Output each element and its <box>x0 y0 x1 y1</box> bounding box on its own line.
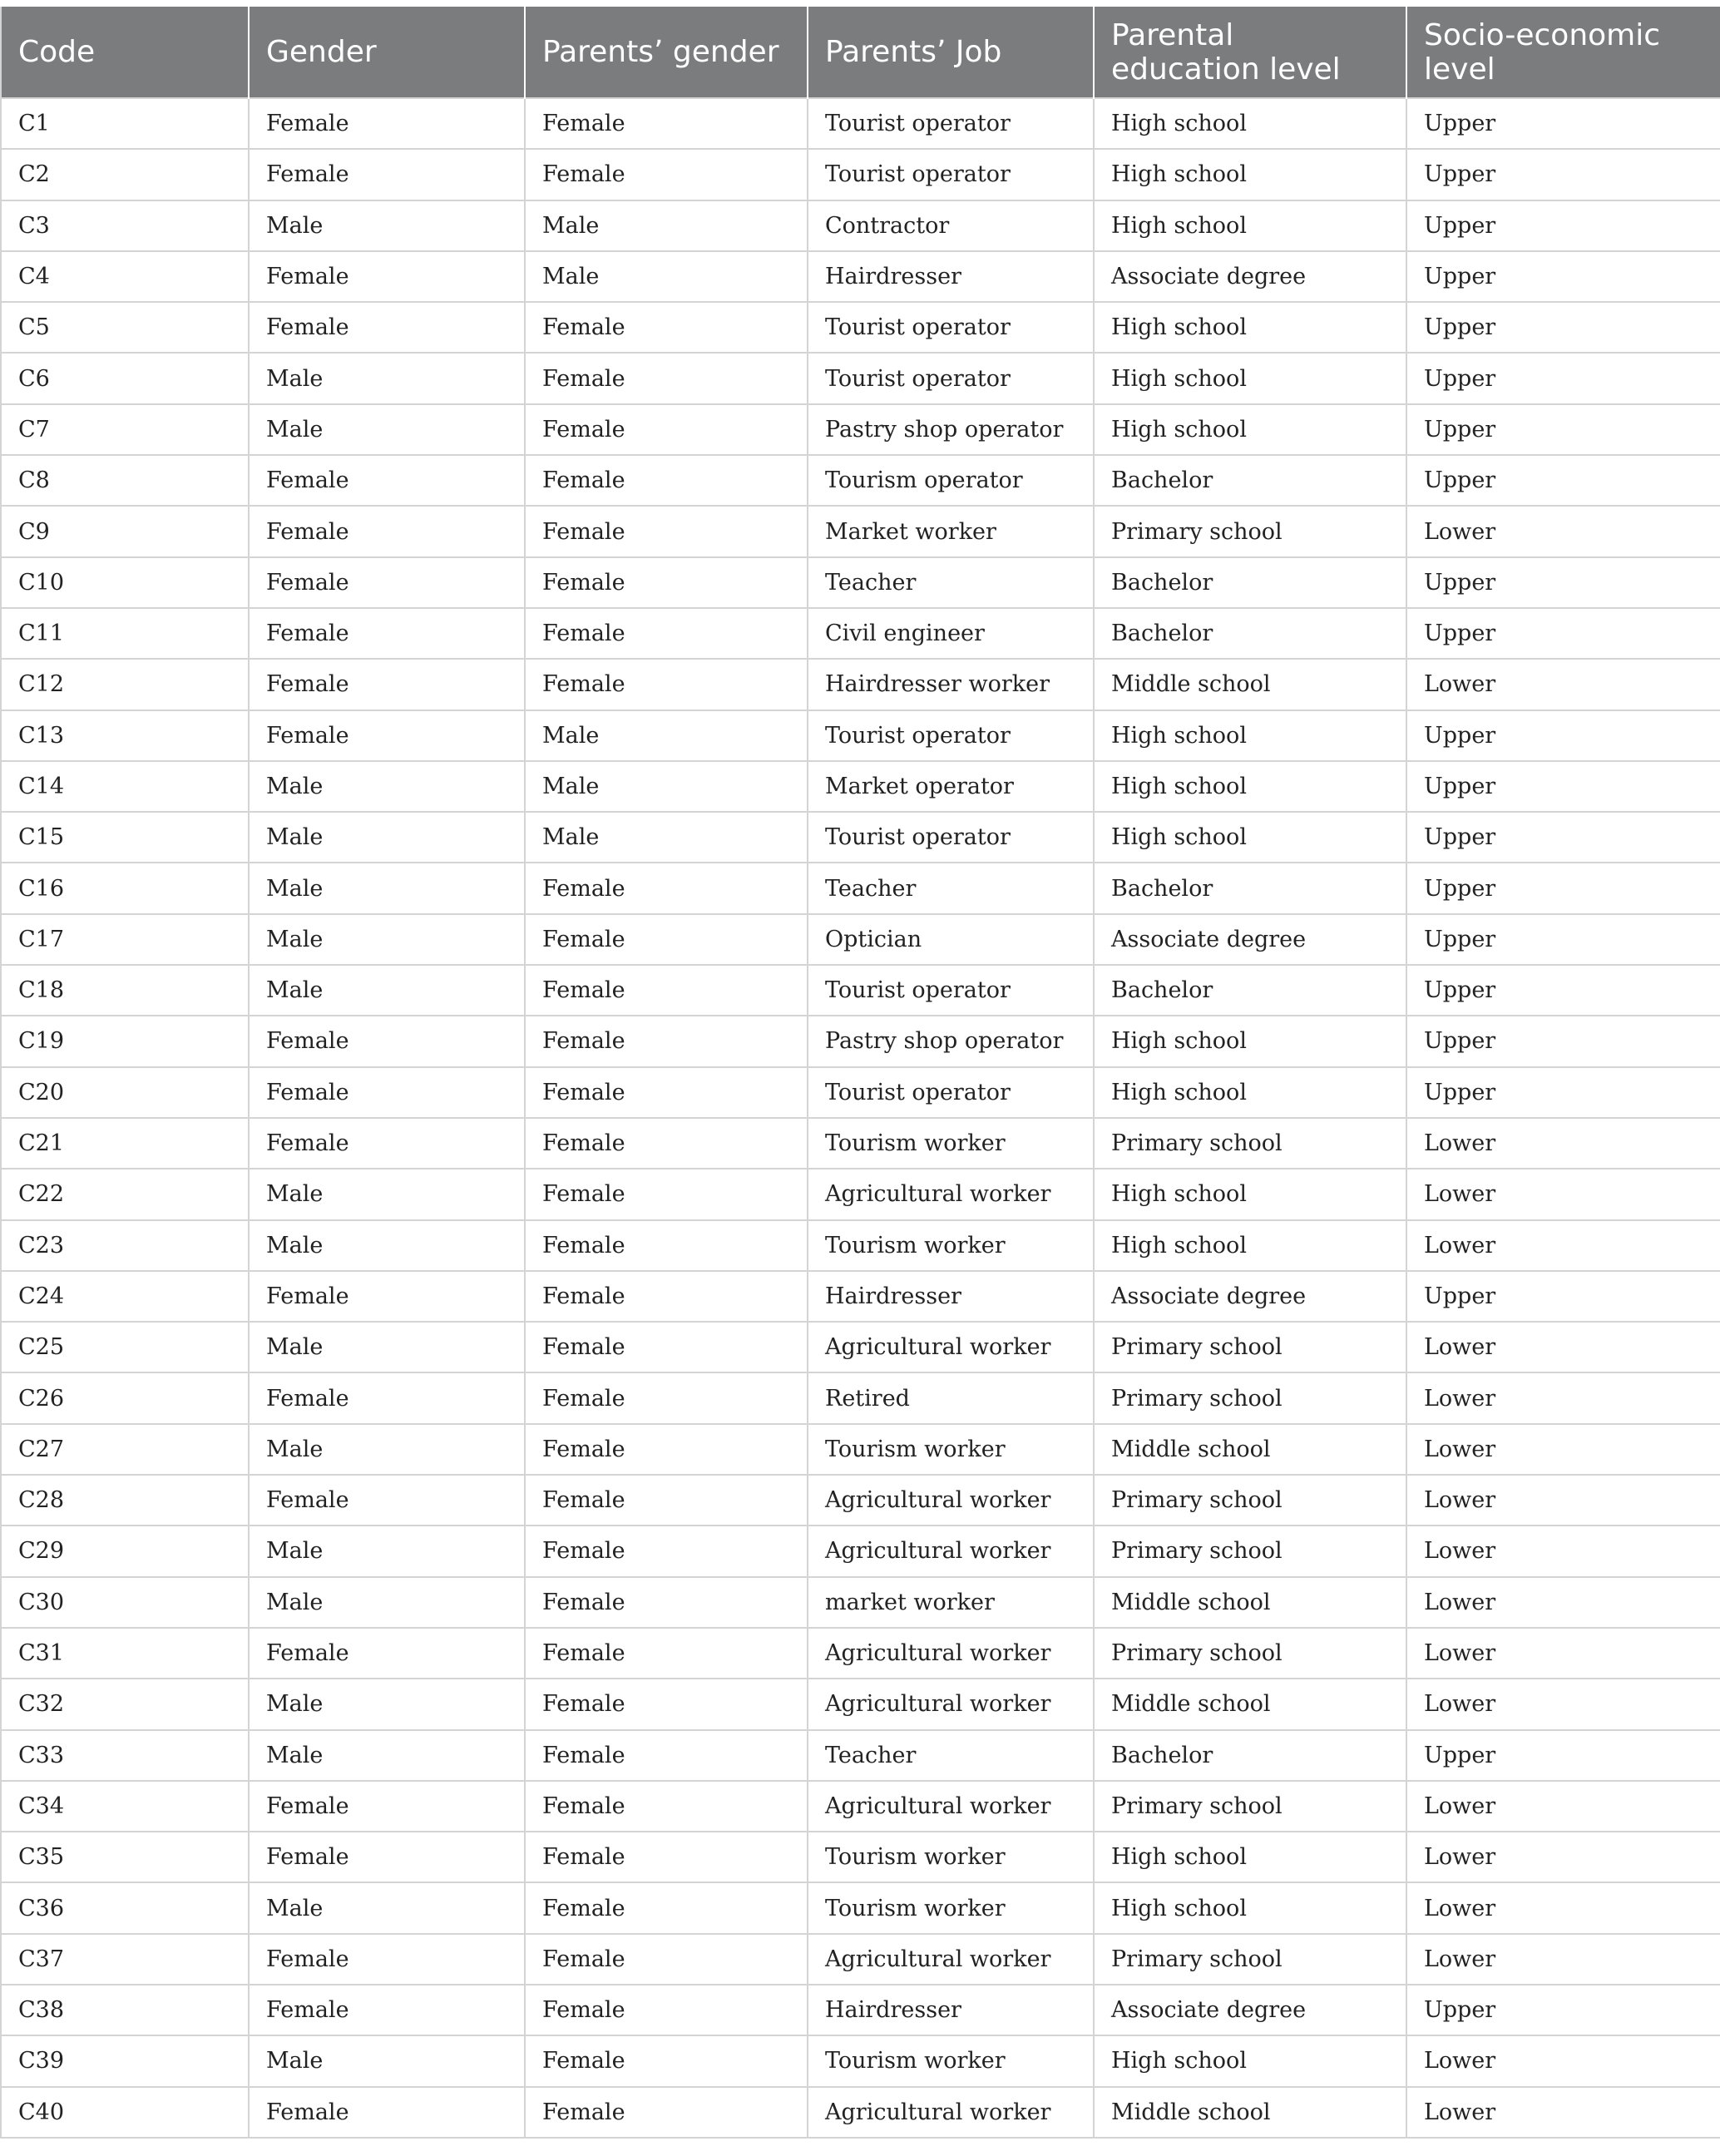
socio-economic-cell: Lower <box>1406 1882 1720 1933</box>
code-cell: C34 <box>1 1781 249 1832</box>
code-cell: C31 <box>1 1628 249 1679</box>
parents-job-cell: market worker <box>808 1577 1094 1628</box>
parental-education-cell: Bachelor <box>1094 455 1406 506</box>
parental-education-cell: High school <box>1094 812 1406 863</box>
parental-education-cell: High school <box>1094 1067 1406 1118</box>
parents-gender-cell: Male <box>525 251 808 302</box>
code-cell: C11 <box>1 608 249 659</box>
code-cell: C37 <box>1 1934 249 1985</box>
gender-cell: Female <box>249 251 525 302</box>
code-cell: C7 <box>1 404 249 455</box>
code-cell: C33 <box>1 1730 249 1781</box>
parents-gender-cell: Female <box>525 608 808 659</box>
table-row <box>1 914 1720 965</box>
table-row <box>1 1730 1720 1781</box>
parents-gender-cell: Male <box>525 710 808 761</box>
parental-education-cell: Primary school <box>1094 1322 1406 1372</box>
parental-education-cell: High school <box>1094 302 1406 353</box>
gender-cell: Female <box>249 659 525 710</box>
table-row <box>1 812 1720 863</box>
socio-economic-cell: Lower <box>1406 1781 1720 1832</box>
parents-gender-cell: Female <box>525 353 808 403</box>
table-row <box>1 608 1720 659</box>
parents-job-cell: Agricultural worker <box>808 1475 1094 1526</box>
gender-cell: Female <box>249 506 525 556</box>
socio-economic-cell: Upper <box>1406 914 1720 965</box>
socio-economic-cell: Upper <box>1406 200 1720 251</box>
parents-job-cell: Tourist operator <box>808 98 1094 149</box>
parental-education-cell: Primary school <box>1094 1781 1406 1832</box>
parents-job-cell: Tourist operator <box>808 302 1094 353</box>
table-row <box>1 1016 1720 1066</box>
code-cell: C6 <box>1 353 249 403</box>
gender-cell: Female <box>249 1271 525 1322</box>
socio-economic-cell: Lower <box>1406 659 1720 710</box>
parents-job-cell: Market operator <box>808 761 1094 812</box>
header-parents-gender: Parents’ gender <box>525 7 808 98</box>
code-cell: C22 <box>1 1169 249 1219</box>
parental-education-cell: Middle school <box>1094 1577 1406 1628</box>
table-row <box>1 98 1720 149</box>
parental-education-cell: Primary school <box>1094 506 1406 556</box>
socio-economic-cell: Lower <box>1406 1322 1720 1372</box>
parental-education-cell: Bachelor <box>1094 965 1406 1016</box>
socio-economic-cell: Upper <box>1406 1067 1720 1118</box>
table-body <box>1 98 1720 2138</box>
gender-cell: Female <box>249 1475 525 1526</box>
socio-economic-cell: Lower <box>1406 1169 1720 1219</box>
code-cell: C39 <box>1 2035 249 2086</box>
table-row <box>1 2035 1720 2086</box>
header-socio-economic-level: Socio-economic level <box>1424 17 1661 87</box>
table-row <box>1 1067 1720 1118</box>
socio-economic-cell: Upper <box>1406 1271 1720 1322</box>
parents-job-cell: Hairdresser <box>808 1271 1094 1322</box>
code-cell: C20 <box>1 1067 249 1118</box>
table-row <box>1 1934 1720 1985</box>
parental-education-cell: High school <box>1094 1220 1406 1271</box>
gender-cell: Male <box>249 1220 525 1271</box>
socio-economic-cell: Lower <box>1406 1424 1720 1475</box>
socio-economic-cell: Upper <box>1406 1016 1720 1066</box>
parents-job-cell: Teacher <box>808 1730 1094 1781</box>
parental-education-cell: Bachelor <box>1094 863 1406 913</box>
parents-job-cell: Tourist operator <box>808 710 1094 761</box>
code-cell: C30 <box>1 1577 249 1628</box>
gender-cell: Female <box>249 1985 525 2035</box>
code-cell: C1 <box>1 98 249 149</box>
socio-economic-cell: Upper <box>1406 965 1720 1016</box>
parents-gender-cell: Female <box>525 1934 808 1985</box>
parents-gender-cell: Female <box>525 149 808 200</box>
socio-economic-cell: Lower <box>1406 1628 1720 1679</box>
gender-cell: Male <box>249 1730 525 1781</box>
gender-cell: Male <box>249 761 525 812</box>
socio-economic-cell: Upper <box>1406 302 1720 353</box>
socio-economic-cell: Upper <box>1406 761 1720 812</box>
table-row <box>1 1628 1720 1679</box>
gender-cell: Male <box>249 1577 525 1628</box>
gender-cell: Female <box>249 1016 525 1066</box>
socio-economic-cell: Lower <box>1406 1526 1720 1576</box>
socio-economic-cell: Upper <box>1406 557 1720 608</box>
table-row <box>1 710 1720 761</box>
socio-economic-cell: Lower <box>1406 1475 1720 1526</box>
parental-education-cell: Middle school <box>1094 1679 1406 1729</box>
socio-economic-cell: Lower <box>1406 2087 1720 2138</box>
gender-cell: Female <box>249 1934 525 1985</box>
parents-job-cell: Tourist operator <box>808 965 1094 1016</box>
parents-job-cell: Tourist operator <box>808 149 1094 200</box>
parental-education-cell: Middle school <box>1094 2087 1406 2138</box>
parents-gender-cell: Female <box>525 914 808 965</box>
table-row <box>1 1985 1720 2035</box>
parents-gender-cell: Female <box>525 1730 808 1781</box>
parents-job-cell: Tourism worker <box>808 1220 1094 1271</box>
code-cell: C13 <box>1 710 249 761</box>
code-cell: C10 <box>1 557 249 608</box>
code-cell: C12 <box>1 659 249 710</box>
gender-cell: Male <box>249 863 525 913</box>
parents-job-cell: Agricultural worker <box>808 1934 1094 1985</box>
gender-cell: Male <box>249 2035 525 2086</box>
table-row <box>1 200 1720 251</box>
code-cell: C9 <box>1 506 249 556</box>
parents-gender-cell: Female <box>525 98 808 149</box>
code-cell: C19 <box>1 1016 249 1066</box>
table-row <box>1 1679 1720 1729</box>
parents-gender-cell: Male <box>525 200 808 251</box>
parents-gender-cell: Female <box>525 1526 808 1576</box>
parental-education-cell: Associate degree <box>1094 1985 1406 2035</box>
table-row <box>1 251 1720 302</box>
table-row <box>1 1220 1720 1271</box>
socio-economic-cell: Upper <box>1406 149 1720 200</box>
parental-education-cell: Primary school <box>1094 1934 1406 1985</box>
parents-job-cell: Agricultural worker <box>808 2087 1094 2138</box>
gender-cell: Male <box>249 1169 525 1219</box>
code-cell: C3 <box>1 200 249 251</box>
table-row <box>1 149 1720 200</box>
parental-education-cell: Middle school <box>1094 1424 1406 1475</box>
parents-gender-cell: Female <box>525 455 808 506</box>
parents-job-cell: Agricultural worker <box>808 1169 1094 1219</box>
parental-education-cell: Primary school <box>1094 1372 1406 1423</box>
table-row <box>1 1577 1720 1628</box>
parents-gender-cell: Female <box>525 1016 808 1066</box>
gender-cell: Female <box>249 1832 525 1882</box>
socio-economic-cell: Lower <box>1406 1934 1720 1985</box>
parents-job-cell: Agricultural worker <box>808 1526 1094 1576</box>
gender-cell: Female <box>249 2087 525 2138</box>
table-row <box>1 1372 1720 1423</box>
gender-cell: Female <box>249 1372 525 1423</box>
parents-gender-cell: Male <box>525 761 808 812</box>
parents-job-cell: Hairdresser worker <box>808 659 1094 710</box>
code-cell: C27 <box>1 1424 249 1475</box>
table-row <box>1 1526 1720 1576</box>
socio-economic-cell: Upper <box>1406 1985 1720 2035</box>
socio-economic-cell: Lower <box>1406 1577 1720 1628</box>
parents-gender-cell: Female <box>525 302 808 353</box>
gender-cell: Female <box>249 149 525 200</box>
gender-cell: Male <box>249 1322 525 1372</box>
parental-education-cell: Bachelor <box>1094 608 1406 659</box>
parental-education-cell: High school <box>1094 200 1406 251</box>
socio-economic-cell: Lower <box>1406 1679 1720 1729</box>
code-cell: C26 <box>1 1372 249 1423</box>
code-cell: C24 <box>1 1271 249 1322</box>
parents-gender-cell: Female <box>525 1067 808 1118</box>
table-row <box>1 1424 1720 1475</box>
parents-gender-cell: Female <box>525 1322 808 1372</box>
socio-economic-cell: Lower <box>1406 2035 1720 2086</box>
code-cell: C18 <box>1 965 249 1016</box>
gender-cell: Female <box>249 608 525 659</box>
code-cell: C32 <box>1 1679 249 1729</box>
code-cell: C40 <box>1 2087 249 2138</box>
parents-gender-cell: Female <box>525 404 808 455</box>
socio-economic-cell: Upper <box>1406 404 1720 455</box>
parental-education-cell: High school <box>1094 1882 1406 1933</box>
parents-job-cell: Teacher <box>808 863 1094 913</box>
parents-gender-cell: Female <box>525 659 808 710</box>
table-header <box>1 7 1720 98</box>
parents-gender-cell: Female <box>525 557 808 608</box>
table-row <box>1 2087 1720 2138</box>
parents-gender-cell: Female <box>525 1577 808 1628</box>
parental-education-cell: High school <box>1094 2035 1406 2086</box>
parents-gender-cell: Female <box>525 1424 808 1475</box>
gender-cell: Female <box>249 710 525 761</box>
parental-education-cell: Associate degree <box>1094 914 1406 965</box>
parents-gender-cell: Female <box>525 965 808 1016</box>
parents-job-cell: Civil engineer <box>808 608 1094 659</box>
table-row <box>1 506 1720 556</box>
code-cell: C38 <box>1 1985 249 2035</box>
table-row <box>1 1882 1720 1933</box>
code-cell: C15 <box>1 812 249 863</box>
parents-job-cell: Teacher <box>808 557 1094 608</box>
code-cell: C4 <box>1 251 249 302</box>
parents-job-cell: Tourism worker <box>808 1424 1094 1475</box>
socio-economic-cell: Upper <box>1406 98 1720 149</box>
header-parents-job: Parents’ Job <box>808 7 1094 98</box>
code-cell: C36 <box>1 1882 249 1933</box>
parents-job-cell: Retired <box>808 1372 1094 1423</box>
gender-cell: Female <box>249 455 525 506</box>
parents-gender-cell: Female <box>525 1475 808 1526</box>
parents-gender-cell: Female <box>525 863 808 913</box>
socio-economic-cell: Upper <box>1406 863 1720 913</box>
table-row <box>1 761 1720 812</box>
parents-job-cell: Tourism operator <box>808 455 1094 506</box>
parents-job-cell: Tourism worker <box>808 1882 1094 1933</box>
parental-education-cell: Associate degree <box>1094 1271 1406 1322</box>
parental-education-cell: Bachelor <box>1094 1730 1406 1781</box>
parents-gender-cell: Female <box>525 1679 808 1729</box>
parents-job-cell: Hairdresser <box>808 251 1094 302</box>
table-row <box>1 455 1720 506</box>
table-row <box>1 1169 1720 1219</box>
header-parental-education-level: Parental education level <box>1094 7 1406 98</box>
code-cell: C25 <box>1 1322 249 1372</box>
parental-education-cell: Primary school <box>1094 1118 1406 1169</box>
parental-education-cell: Primary school <box>1094 1628 1406 1679</box>
parental-education-cell: Primary school <box>1094 1526 1406 1576</box>
socio-economic-cell: Lower <box>1406 506 1720 556</box>
gender-cell: Male <box>249 1882 525 1933</box>
socio-economic-cell: Upper <box>1406 608 1720 659</box>
gender-cell: Female <box>249 1118 525 1169</box>
code-cell: C28 <box>1 1475 249 1526</box>
parents-job-cell: Tourism worker <box>808 1118 1094 1169</box>
table-row <box>1 404 1720 455</box>
parental-education-cell: High school <box>1094 1169 1406 1219</box>
parents-gender-cell: Female <box>525 1220 808 1271</box>
socio-economic-cell: Lower <box>1406 1220 1720 1271</box>
gender-cell: Male <box>249 1424 525 1475</box>
socio-economic-cell: Upper <box>1406 1730 1720 1781</box>
socio-economic-cell: Lower <box>1406 1372 1720 1423</box>
parents-job-cell: Tourist operator <box>808 353 1094 403</box>
participants-table <box>0 7 1720 2139</box>
gender-cell: Male <box>249 404 525 455</box>
table-row <box>1 1322 1720 1372</box>
gender-cell: Female <box>249 1781 525 1832</box>
gender-cell: Male <box>249 914 525 965</box>
table-row <box>1 1475 1720 1526</box>
parents-job-cell: Tourism worker <box>808 2035 1094 2086</box>
code-cell: C29 <box>1 1526 249 1576</box>
parents-gender-cell: Female <box>525 1372 808 1423</box>
parents-gender-cell: Female <box>525 1169 808 1219</box>
table-row <box>1 1832 1720 1882</box>
gender-cell: Male <box>249 200 525 251</box>
code-cell: C23 <box>1 1220 249 1271</box>
parents-gender-cell: Female <box>525 2035 808 2086</box>
parents-job-cell: Hairdresser <box>808 1985 1094 2035</box>
parents-job-cell: Tourist operator <box>808 1067 1094 1118</box>
parents-gender-cell: Male <box>525 812 808 863</box>
parental-education-cell: High school <box>1094 353 1406 403</box>
header-code: Code <box>1 7 249 98</box>
table-row <box>1 659 1720 710</box>
parents-job-cell: Pastry shop operator <box>808 404 1094 455</box>
parents-job-cell: Market worker <box>808 506 1094 556</box>
table-row <box>1 1271 1720 1322</box>
parental-education-cell: High school <box>1094 710 1406 761</box>
parents-gender-cell: Female <box>525 1781 808 1832</box>
code-cell: C2 <box>1 149 249 200</box>
code-cell: C5 <box>1 302 249 353</box>
parents-job-cell: Pastry shop operator <box>808 1016 1094 1066</box>
header-gender: Gender <box>249 7 525 98</box>
parents-job-cell: Agricultural worker <box>808 1628 1094 1679</box>
code-cell: C21 <box>1 1118 249 1169</box>
parents-gender-cell: Female <box>525 1985 808 2035</box>
code-cell: C35 <box>1 1832 249 1882</box>
code-cell: C14 <box>1 761 249 812</box>
parents-job-cell: Contractor <box>808 200 1094 251</box>
parents-gender-cell: Female <box>525 2087 808 2138</box>
parental-education-cell: Primary school <box>1094 1475 1406 1526</box>
table-row <box>1 353 1720 403</box>
table-row <box>1 302 1720 353</box>
gender-cell: Female <box>249 302 525 353</box>
parental-education-cell: High school <box>1094 761 1406 812</box>
socio-economic-cell: Upper <box>1406 812 1720 863</box>
table-row <box>1 1781 1720 1832</box>
socio-economic-cell: Lower <box>1406 1118 1720 1169</box>
parents-job-cell: Agricultural worker <box>808 1679 1094 1729</box>
table-row <box>1 965 1720 1016</box>
header-row <box>1 7 1720 98</box>
table-row <box>1 1118 1720 1169</box>
parents-gender-cell: Female <box>525 1271 808 1322</box>
code-cell: C16 <box>1 863 249 913</box>
socio-economic-cell: Upper <box>1406 251 1720 302</box>
parental-education-cell: Associate degree <box>1094 251 1406 302</box>
parents-gender-cell: Female <box>525 1832 808 1882</box>
parents-gender-cell: Female <box>525 1628 808 1679</box>
parents-gender-cell: Female <box>525 506 808 556</box>
parental-education-cell: High school <box>1094 1016 1406 1066</box>
gender-cell: Male <box>249 1526 525 1576</box>
gender-cell: Male <box>249 812 525 863</box>
code-cell: C17 <box>1 914 249 965</box>
parents-job-cell: Tourism worker <box>808 1832 1094 1882</box>
socio-economic-cell: Lower <box>1406 1832 1720 1882</box>
gender-cell: Female <box>249 1067 525 1118</box>
gender-cell: Female <box>249 98 525 149</box>
gender-cell: Male <box>249 965 525 1016</box>
parents-gender-cell: Female <box>525 1118 808 1169</box>
parents-gender-cell: Female <box>525 1882 808 1933</box>
parents-job-cell: Tourist operator <box>808 812 1094 863</box>
parental-education-cell: High school <box>1094 98 1406 149</box>
parental-education-cell: Bachelor <box>1094 557 1406 608</box>
gender-cell: Male <box>249 1679 525 1729</box>
socio-economic-cell: Upper <box>1406 710 1720 761</box>
parents-job-cell: Agricultural worker <box>808 1322 1094 1372</box>
parental-education-cell: High school <box>1094 404 1406 455</box>
socio-economic-cell: Upper <box>1406 455 1720 506</box>
gender-cell: Female <box>249 557 525 608</box>
socio-economic-cell: Upper <box>1406 353 1720 403</box>
parental-education-cell: Middle school <box>1094 659 1406 710</box>
parents-job-cell: Agricultural worker <box>808 1781 1094 1832</box>
gender-cell: Male <box>249 353 525 403</box>
parents-job-cell: Optician <box>808 914 1094 965</box>
gender-cell: Female <box>249 1628 525 1679</box>
code-cell: C8 <box>1 455 249 506</box>
table-row <box>1 863 1720 913</box>
parental-education-cell: High school <box>1094 1832 1406 1882</box>
table-row <box>1 557 1720 608</box>
parental-education-cell: High school <box>1094 149 1406 200</box>
